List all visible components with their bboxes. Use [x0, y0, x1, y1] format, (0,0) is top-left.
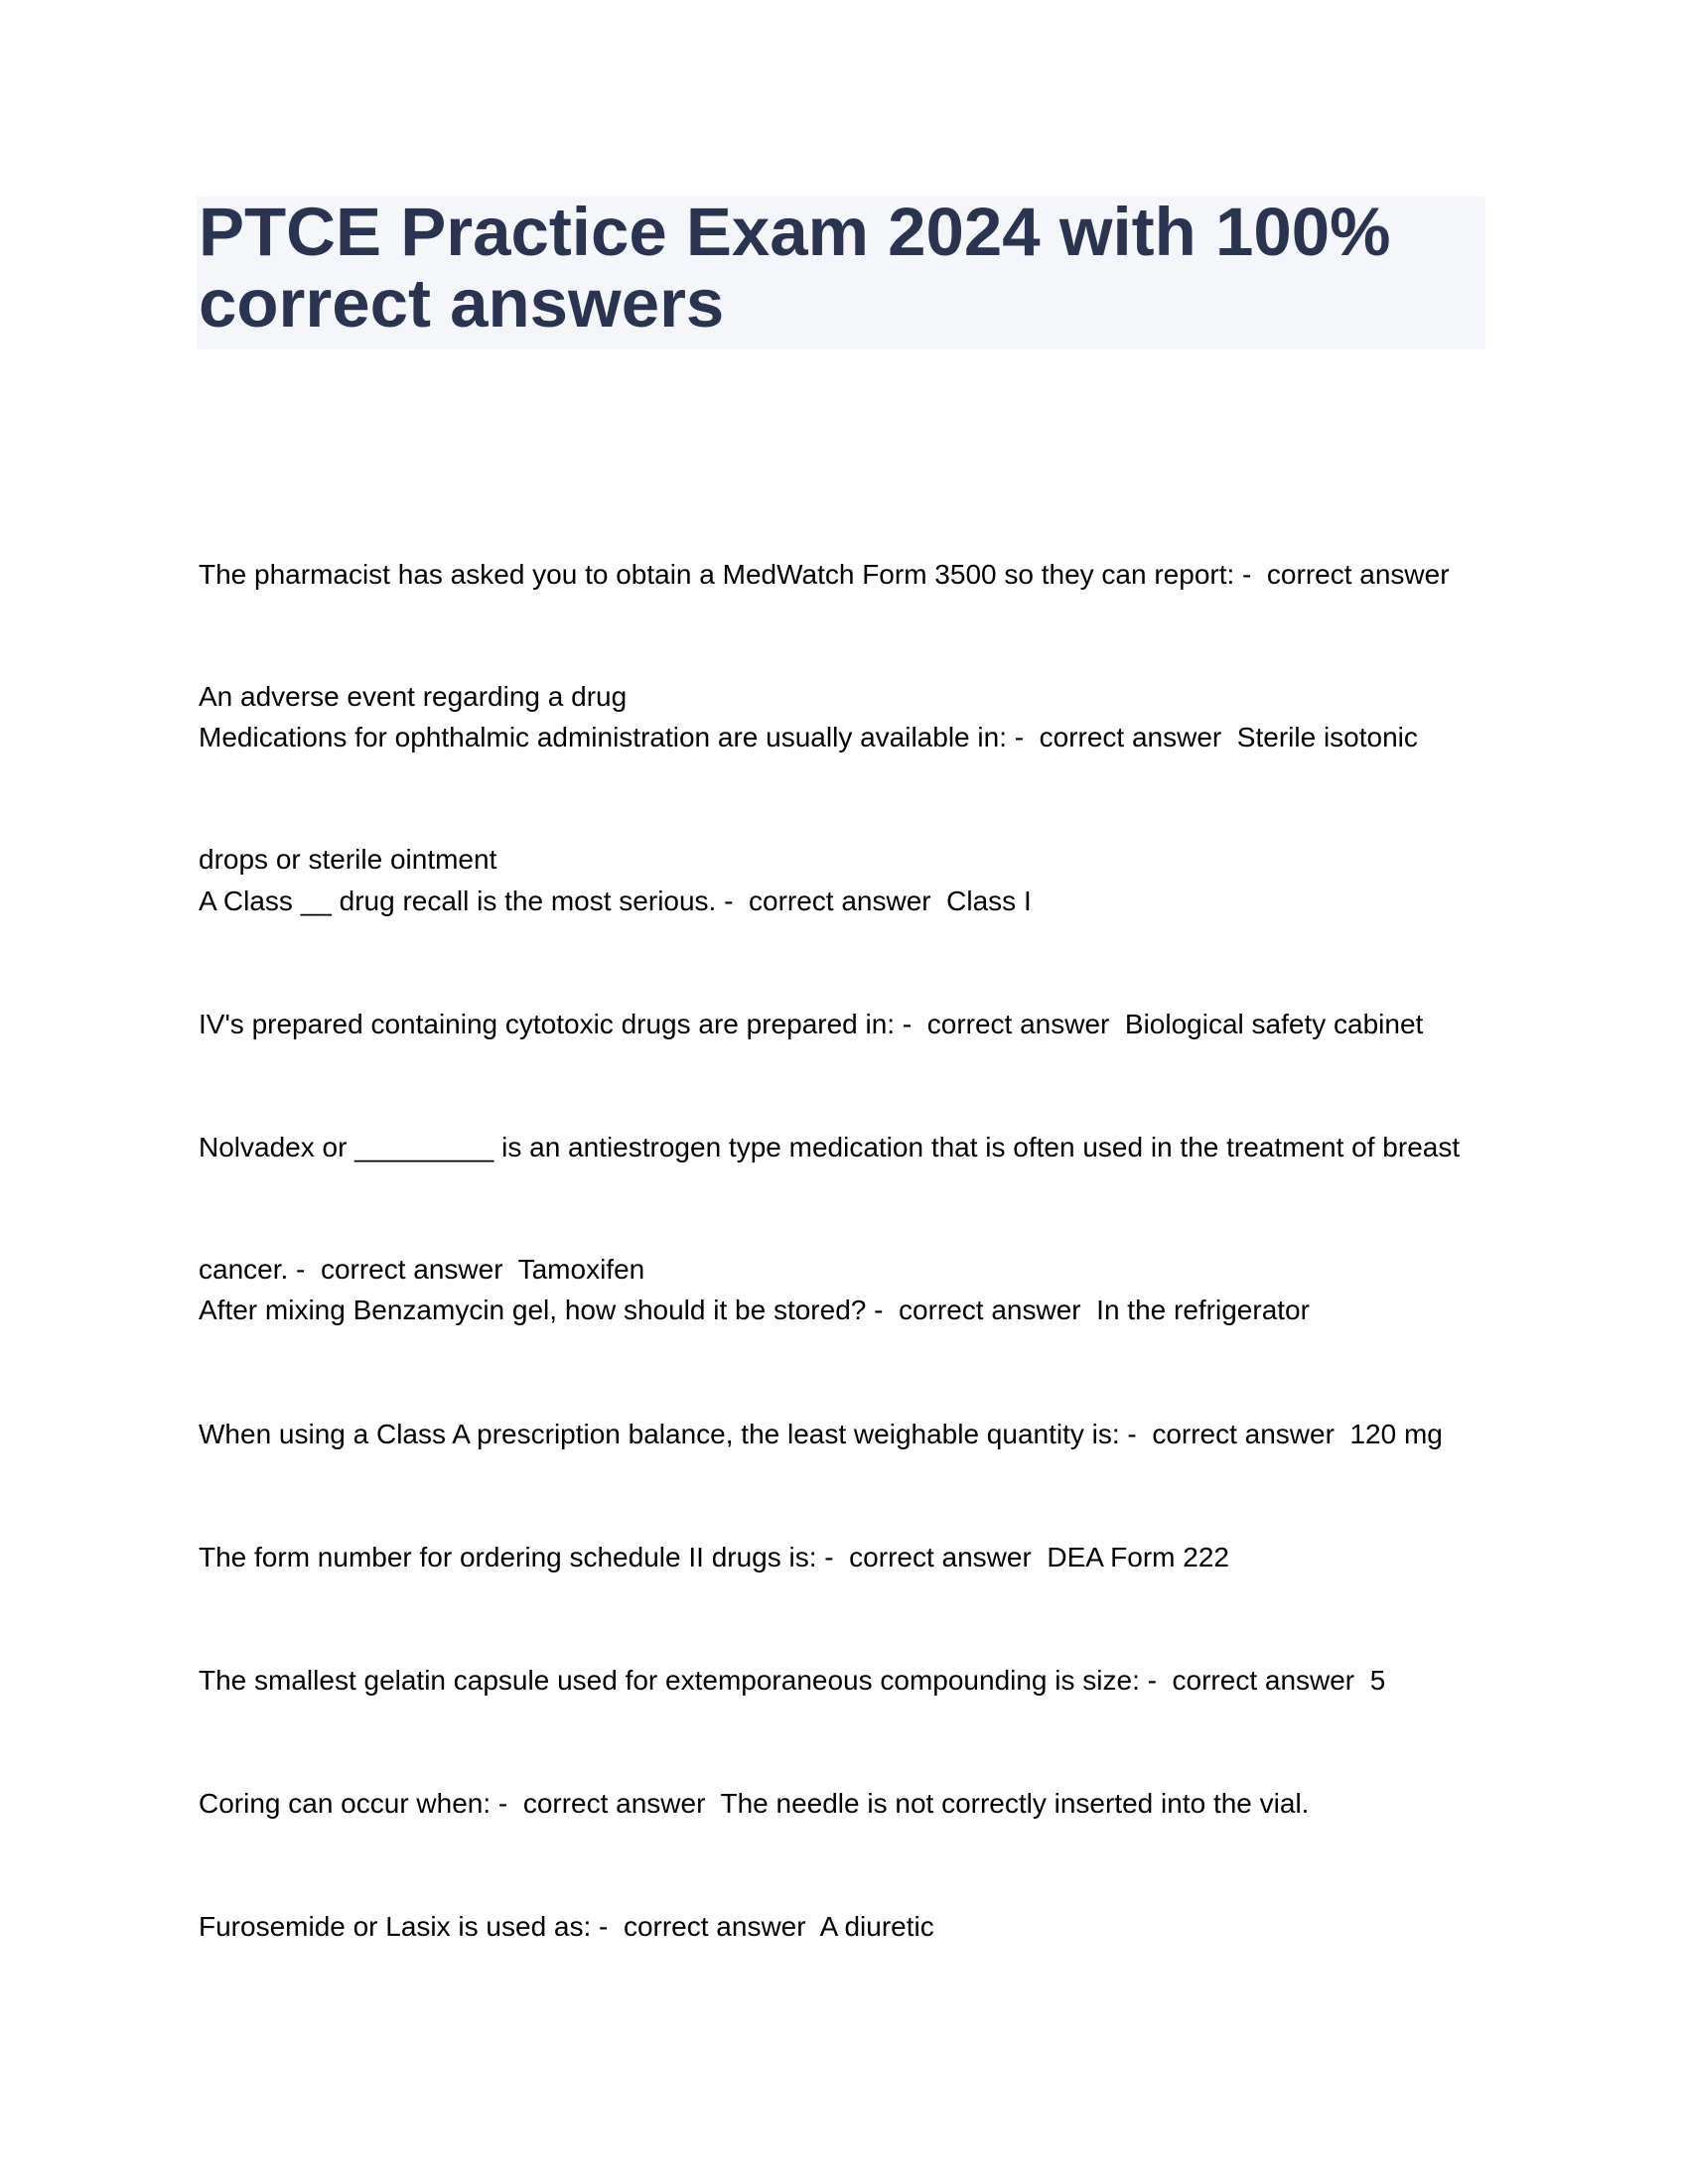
- qa-item-7-line-1: When using a Class A prescription balance, the least weighable quantity is: - correct answer 120 mg: [199, 1419, 1443, 1449]
- qa-item-11-line-1: Furosemide or Lasix is used as: - correct answer A diuretic: [199, 1911, 934, 1942]
- qa-item-4-line-1: IV's prepared containing cytotoxic drugs are prepared in: - correct answer Biological safety cabinet: [199, 1009, 1424, 1039]
- qa-item-1-line-1: The pharmacist has asked you to obtain a MedWatch Form 3500 so they can report: - correct answer: [199, 559, 1450, 590]
- qa-item-5-line-1: Nolvadex or _________ is an antiestrogen type medication that is often used in the treatment of breast: [199, 1132, 1461, 1162]
- qa-item-2-line-1: Medications for ophthalmic administration are usually available in: - correct answer Sterile isotonic: [199, 722, 1418, 752]
- qa-item-9-line-1: The smallest gelatin capsule used for extemporaneous compounding is size: - correct answer 5: [199, 1665, 1386, 1696]
- qa-item-10-line-1: Coring can occur when: - correct answer The needle is not correctly inserted into the vial.: [199, 1788, 1310, 1819]
- qa-item-11: [199, 1825, 1499, 2028]
- qa-item-5-line-2: cancer. - correct answer Tamoxifen: [199, 1254, 645, 1285]
- qa-item-6-line-1: After mixing Benzamycin gel, how should it be stored? - correct answer In the refrigerator: [199, 1295, 1310, 1325]
- document-title: PTCE Practice Exam 2024 with 100% correct answers: [199, 194, 1391, 341]
- qa-item-3-line-1: A Class __ drug recall is the most serious. - correct answer Class I: [199, 886, 1032, 916]
- qa-item-1-line-2: An adverse event regarding a drug: [199, 681, 628, 712]
- qa-item-8-line-1: The form number for ordering schedule II drugs is: - correct answer DEA Form 222: [199, 1542, 1229, 1572]
- qa-item-2-line-2: drops or sterile ointment: [199, 844, 497, 875]
